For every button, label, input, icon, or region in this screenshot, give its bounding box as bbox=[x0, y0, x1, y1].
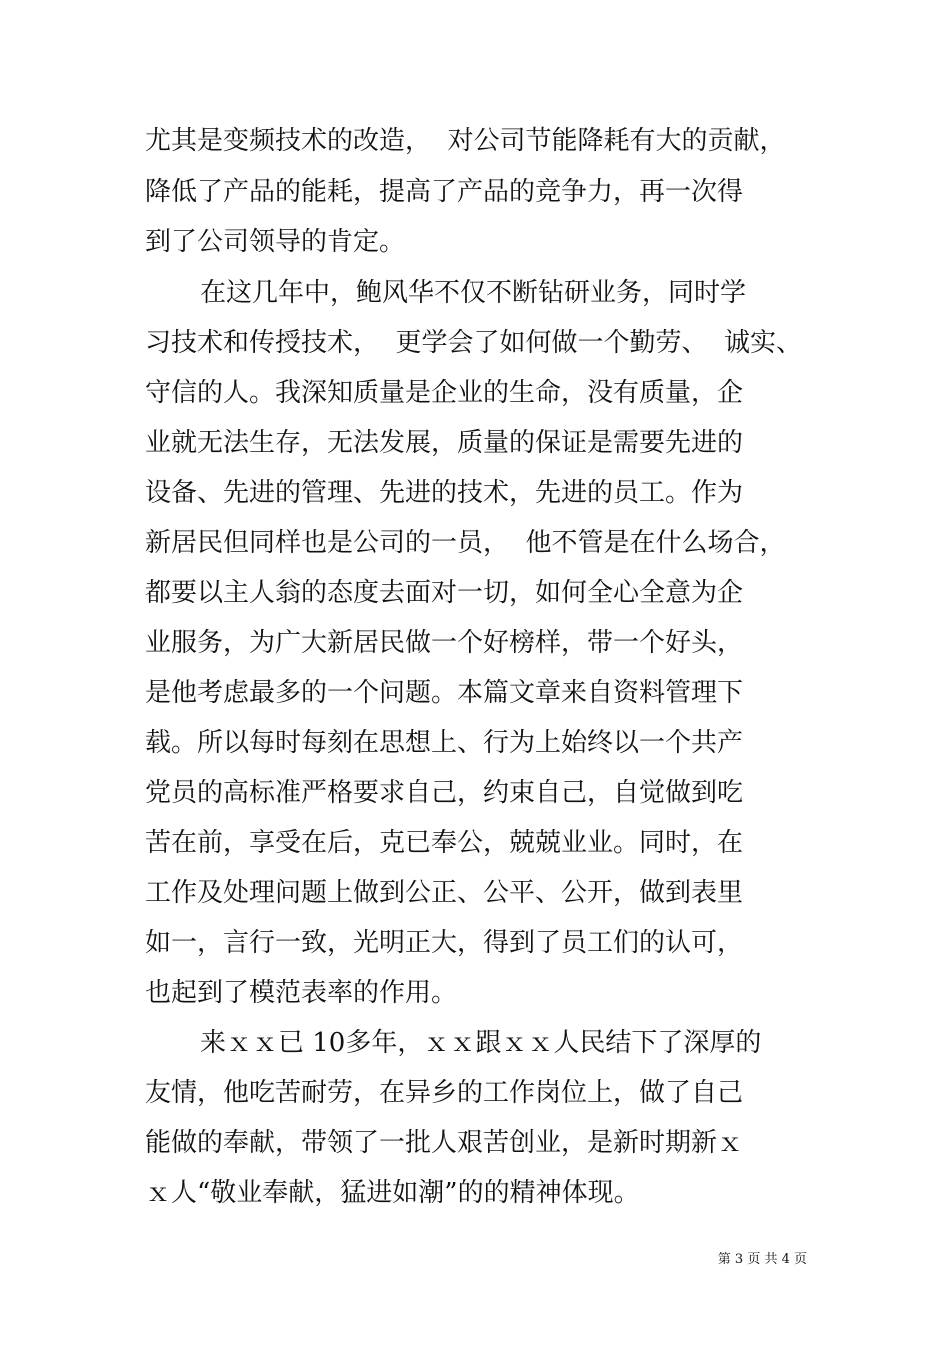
paragraph-2-line-1: 在这几年中，鲍风华不仅不断钻研业务，同时学 bbox=[200, 278, 747, 308]
paragraph-2-line-2: 习技术和传授技术， 更学会了如何做一个勤劳、 诚实、 bbox=[145, 328, 803, 358]
paragraph-2-line-12: 苦在前，享受在后，克已奉公，兢兢业业。同时，在 bbox=[145, 828, 744, 858]
paragraph-2-line-4: 业就无法生存，无法发展，质量的保证是需要先进的 bbox=[145, 428, 744, 458]
paragraph-2-line-15: 也起到了模范表率的作用。 bbox=[145, 978, 458, 1008]
paragraph-3-line-1: 来ｘｘ已 10多年，ｘｘ跟ｘｘ人民结下了深厚的 bbox=[200, 1028, 762, 1058]
paragraph-2-line-5: 设备、先进的管理、先进的技术，先进的员工。作为 bbox=[145, 478, 744, 508]
paragraph-2-line-13: 工作及处理问题上做到公正、公平、公开，做到表里 bbox=[145, 878, 744, 908]
paragraph-1-line-2: 降低了产品的能耗，提高了产品的竞争力，再一次得 bbox=[145, 177, 744, 207]
paragraph-3-line-3: 能做的奉献，带领了一批人艰苦创业，是新时期新ｘ bbox=[145, 1128, 744, 1158]
paragraph-2-line-6: 新居民但同样也是公司的一员， 他不管是在什么场合， bbox=[145, 528, 786, 558]
paragraph-2-line-7: 都要以主人翁的态度去面对一切，如何全心全意为企 bbox=[145, 578, 744, 608]
page-number-footer: 第 3 页 共 4 页 bbox=[717, 1252, 807, 1267]
paragraph-2-line-3: 守信的人。我深知质量是企业的生命，没有质量，企 bbox=[145, 378, 744, 408]
paragraph-1-line-1: 尤其是变频技术的改造， 对公司节能降耗有大的贡献， bbox=[145, 126, 786, 156]
paragraph-3-line-4: ｘ人“敬业奉献，猛进如潮”的的精神体现。 bbox=[145, 1178, 640, 1208]
paragraph-2-line-10: 载。所以每时每刻在思想上、行为上始终以一个共产 bbox=[145, 728, 744, 758]
paragraph-3-line-2: 友情，他吃苦耐劳，在异乡的工作岗位上，做了自己 bbox=[145, 1078, 744, 1108]
paragraph-2-line-11: 党员的高标准严格要求自己，约束自己，自觉做到吃 bbox=[145, 778, 744, 808]
paragraph-2-line-9: 是他考虑最多的一个问题。本篇文章来自资料管理下 bbox=[145, 678, 744, 708]
paragraph-1-line-3: 到了公司领导的肯定。 bbox=[145, 227, 406, 257]
paragraph-2-line-14: 如一，言行一致，光明正大，得到了员工们的认可， bbox=[145, 928, 744, 958]
paragraph-2-line-8: 业服务，为广大新居民做一个好榜样，带一个好头， bbox=[145, 628, 744, 658]
